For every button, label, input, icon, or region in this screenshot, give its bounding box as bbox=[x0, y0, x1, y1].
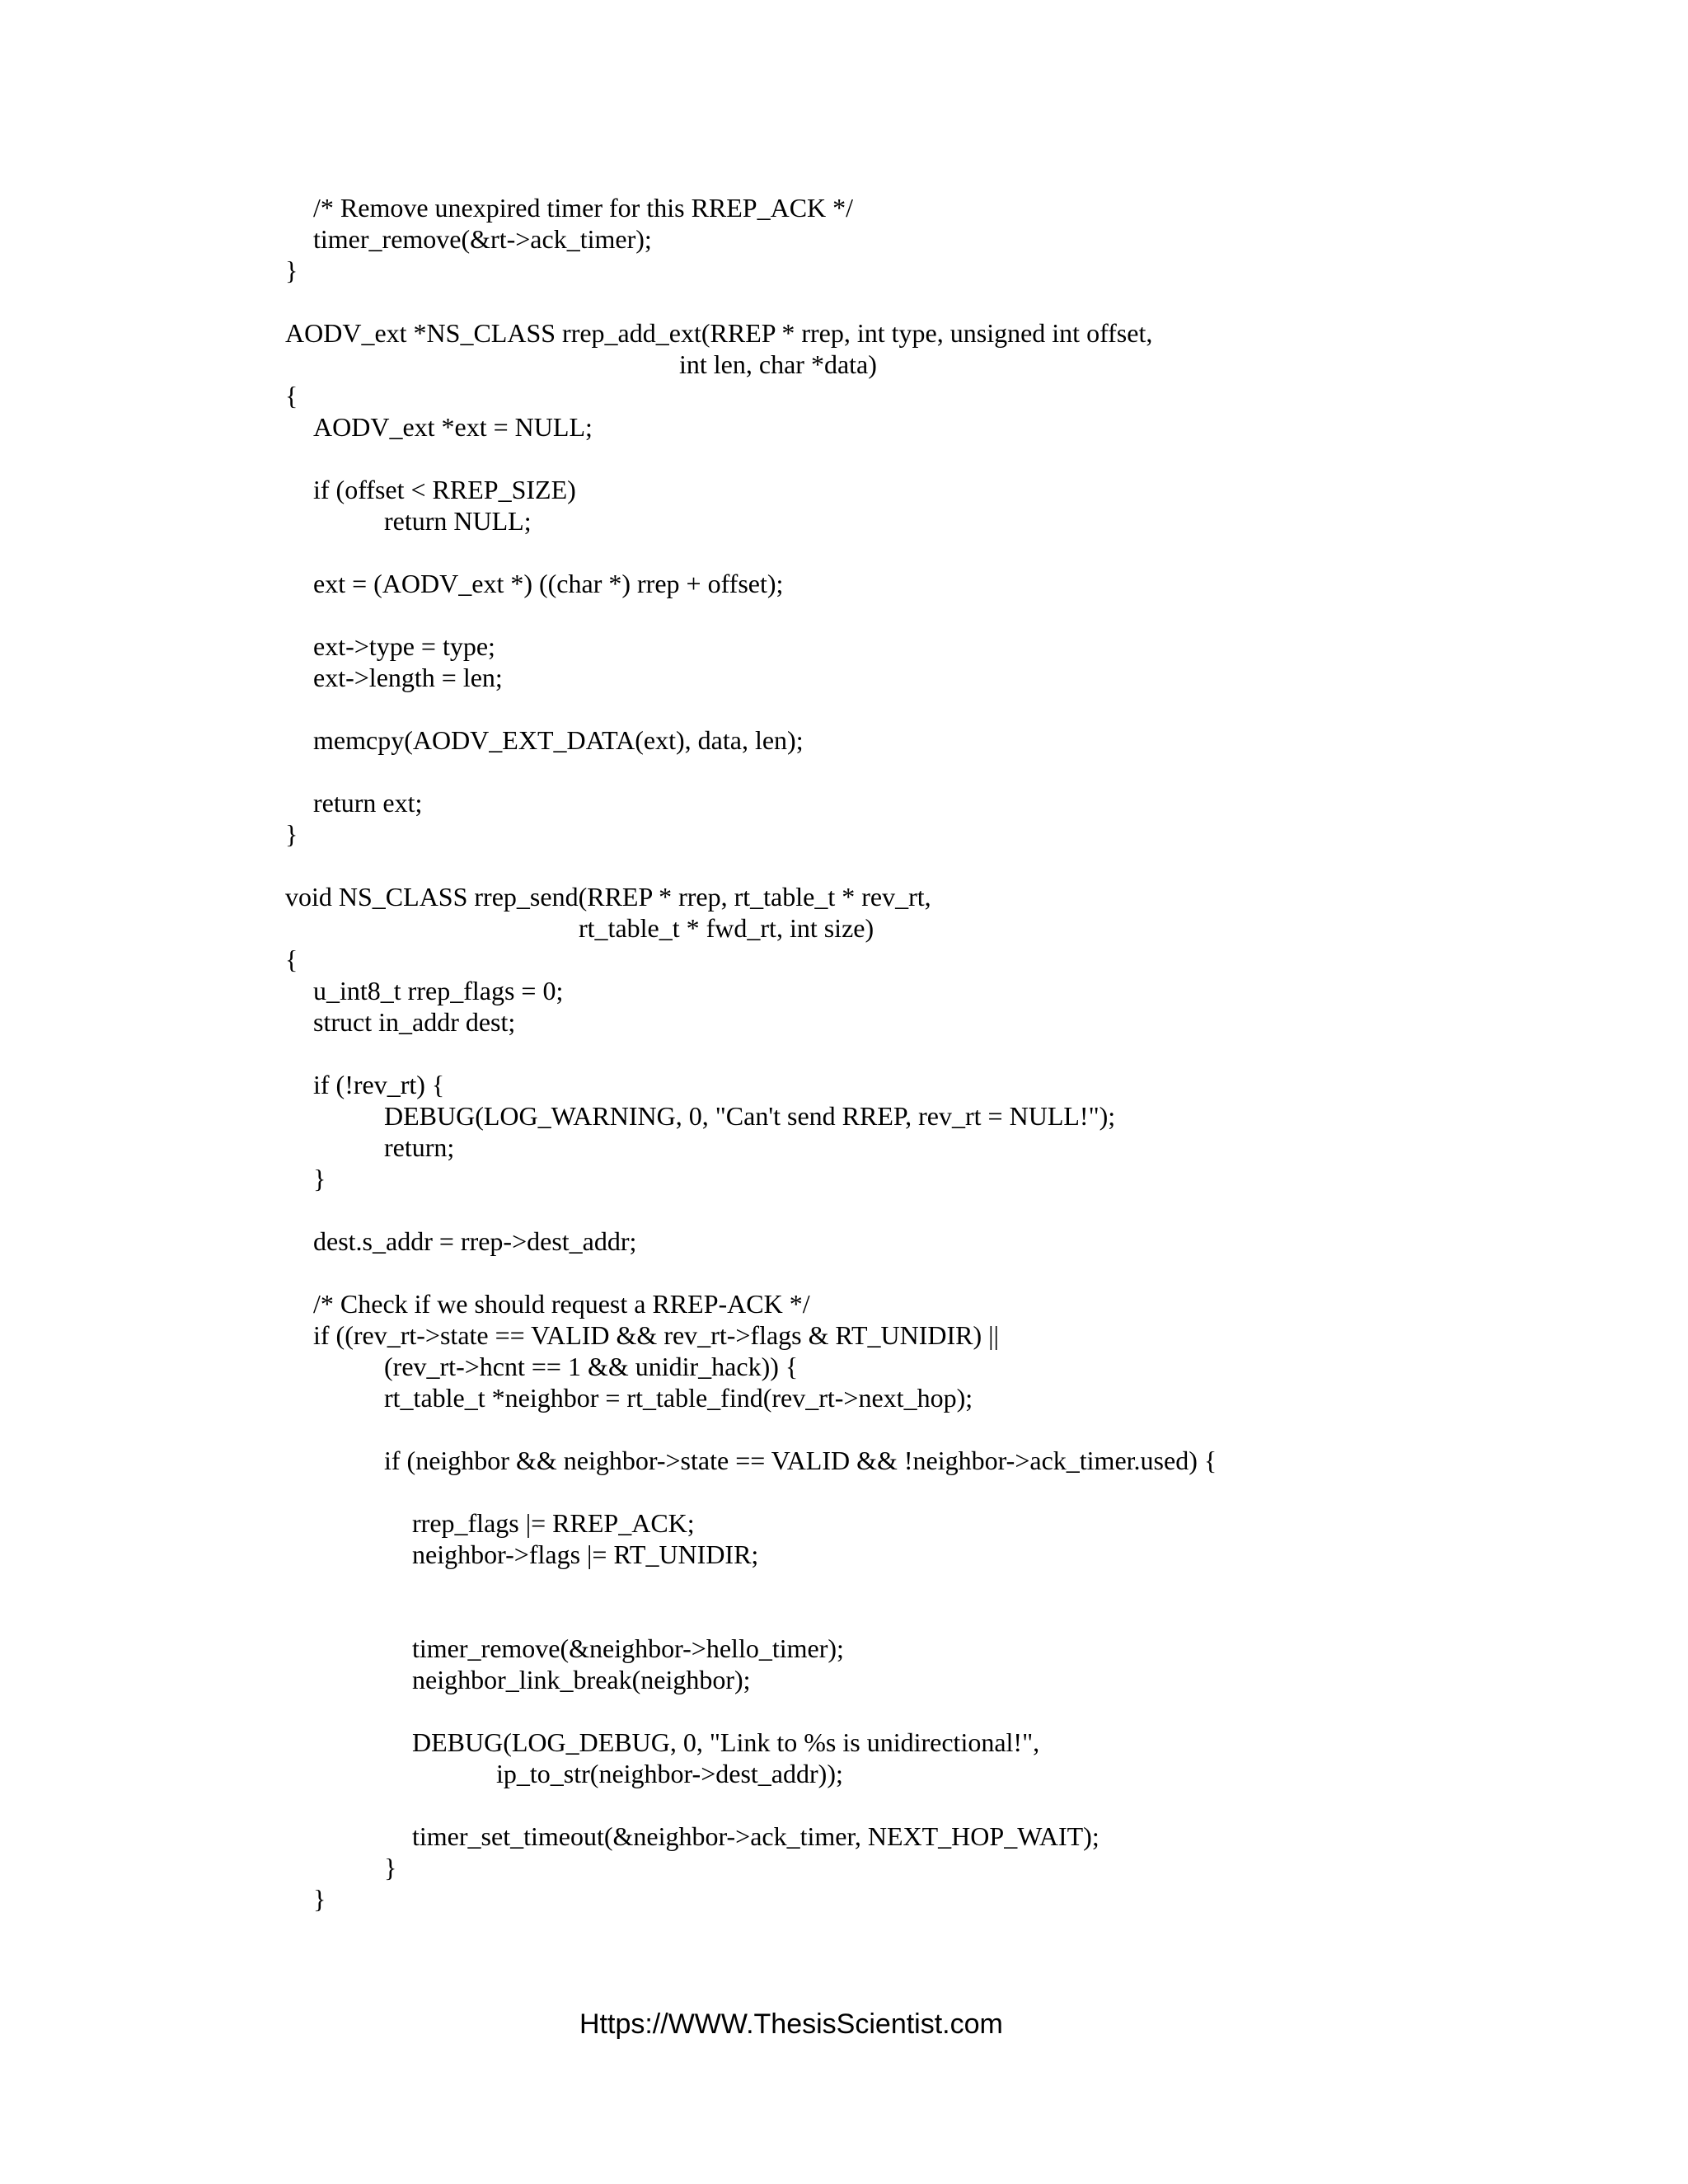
code-line: DEBUG(LOG_DEBUG, 0, "Link to %s is unidirectional!", bbox=[412, 1727, 1040, 1757]
code-line: { bbox=[285, 381, 298, 410]
code-line: timer_remove(&rt->ack_timer); bbox=[313, 224, 652, 254]
code-line: rrep_flags |= RREP_ACK; bbox=[412, 1508, 695, 1538]
code-line: struct in_addr dest; bbox=[313, 1007, 516, 1037]
code-line: } bbox=[313, 1884, 326, 1914]
code-line: AODV_ext *NS_CLASS rrep_add_ext(RREP * rrep, int type, unsigned int offset, bbox=[285, 318, 1153, 348]
code-line: timer_set_timeout(&neighbor->ack_timer, NEXT_HOP_WAIT); bbox=[412, 1821, 1100, 1851]
code-line: if (neighbor && neighbor->state == VALID && !neighbor->ack_timer.used) { bbox=[384, 1446, 1217, 1475]
code-line: u_int8_t rrep_flags = 0; bbox=[313, 976, 564, 1005]
code-line: rt_table_t * fwd_rt, int size) bbox=[579, 913, 874, 943]
code-line: return; bbox=[384, 1132, 455, 1162]
code-line: return ext; bbox=[313, 788, 423, 818]
code-line: } bbox=[285, 255, 298, 285]
code-line: AODV_ext *ext = NULL; bbox=[313, 412, 593, 442]
code-line: neighbor_link_break(neighbor); bbox=[412, 1665, 751, 1694]
code-line: void NS_CLASS rrep_send(RREP * rrep, rt_table_t * rev_rt, bbox=[285, 882, 931, 912]
code-line: ext = (AODV_ext *) ((char *) rrep + offset); bbox=[313, 569, 784, 598]
code-line: dest.s_addr = rrep->dest_addr; bbox=[313, 1226, 637, 1256]
code-line: } bbox=[285, 819, 298, 849]
code-line: DEBUG(LOG_WARNING, 0, "Can't send RREP, rev_rt = NULL!"); bbox=[384, 1101, 1116, 1131]
code-line: } bbox=[313, 1164, 326, 1193]
code-line: int len, char *data) bbox=[679, 349, 877, 379]
footer-url: Https://WWW.ThesisScientist.com bbox=[579, 2008, 1003, 2040]
code-line: timer_remove(&neighbor->hello_timer); bbox=[412, 1633, 844, 1663]
code-line: } bbox=[384, 1853, 397, 1882]
code-line: ext->type = type; bbox=[313, 631, 495, 661]
code-line: neighbor->flags |= RT_UNIDIR; bbox=[412, 1540, 759, 1569]
code-line: /* Remove unexpired timer for this RREP_ACK */ bbox=[313, 193, 854, 223]
code-line: memcpy(AODV_EXT_DATA(ext), data, len); bbox=[313, 725, 804, 755]
code-line: rt_table_t *neighbor = rt_table_find(rev_rt->next_hop); bbox=[384, 1383, 973, 1413]
code-line: if (!rev_rt) { bbox=[313, 1070, 445, 1099]
code-line: return NULL; bbox=[384, 506, 532, 536]
code-line: ip_to_str(neighbor->dest_addr)); bbox=[496, 1759, 843, 1788]
code-line: /* Check if we should request a RREP-ACK */ bbox=[313, 1289, 810, 1319]
code-line: if (offset < RREP_SIZE) bbox=[313, 475, 576, 504]
code-line: { bbox=[285, 944, 298, 974]
code-line: (rev_rt->hcnt == 1 && unidir_hack)) { bbox=[384, 1352, 799, 1381]
code-line: ext->length = len; bbox=[313, 663, 503, 692]
code-line: if ((rev_rt->state == VALID && rev_rt->flags & RT_UNIDIR) || bbox=[313, 1320, 999, 1350]
